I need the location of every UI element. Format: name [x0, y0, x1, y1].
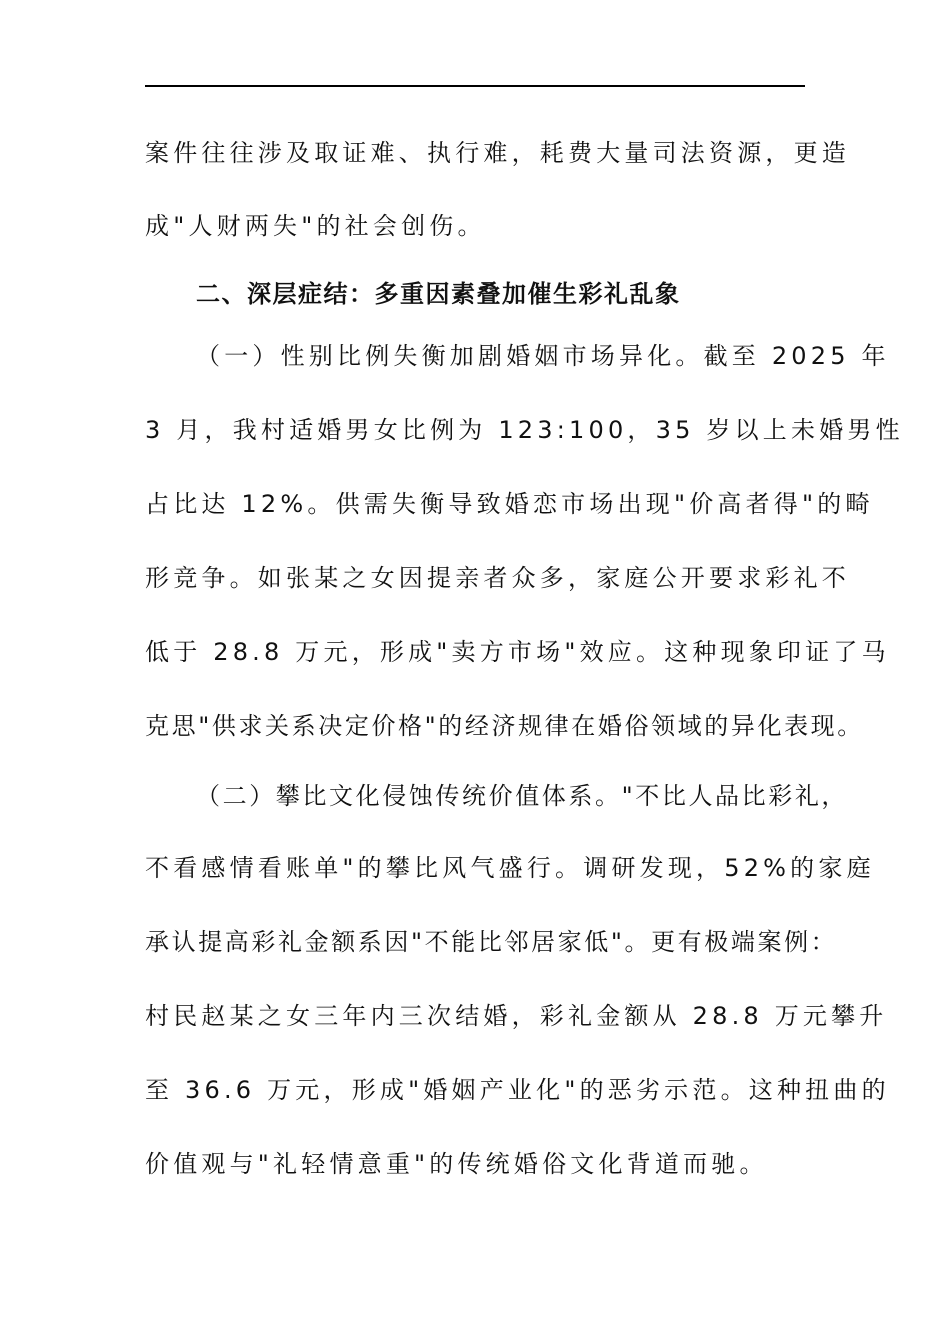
paragraph-line: 不看感情看账单"的攀比风气盛行。调研发现，52%的家庭: [145, 854, 875, 882]
paragraph-line: 价值观与"礼轻情意重"的传统婚俗文化背道而驰。: [145, 1150, 768, 1178]
paragraph-line: 低于 28.8 万元，形成"卖方市场"效应。这种现象印证了马: [145, 638, 890, 666]
paragraph-line: 至 36.6 万元，形成"婚姻产业化"的恶劣示范。这种扭曲的: [145, 1076, 890, 1104]
paragraph-line: 克思"供求关系决定价格"的经济规律在婚俗领域的异化表现。: [145, 712, 864, 740]
paragraph-line: 占比达 12%。供需失衡导致婚恋市场出现"价高者得"的畸: [145, 490, 874, 518]
header-rule: [145, 85, 805, 87]
paragraph-line: 案件往往涉及取证难、执行难，耗费大量司法资源，更造: [145, 139, 850, 167]
paragraph-line: 3 月，我村适婚男女比例为 123:100，35 岁以上未婚男性: [145, 416, 904, 444]
paragraph-line: 村民赵某之女三年内三次结婚，彩礼金额从 28.8 万元攀升: [145, 1002, 888, 1030]
paragraph-line: （一）性别比例失衡加剧婚姻市场异化。截至 2025 年: [196, 342, 890, 370]
paragraph-line: 承认提高彩礼金额系因"不能比邻居家低"。更有极端案例：: [145, 928, 838, 956]
paragraph-line: 成"人财两失"的社会创伤。: [145, 212, 486, 240]
section-heading: 二、深层症结：多重因素叠加催生彩礼乱象: [196, 280, 681, 308]
paragraph-line: 形竞争。如张某之女因提亲者众多，家庭公开要求彩礼不: [145, 564, 850, 592]
paragraph-line: （二）攀比文化侵蚀传统价值体系。"不比人品比彩礼，: [196, 782, 849, 810]
